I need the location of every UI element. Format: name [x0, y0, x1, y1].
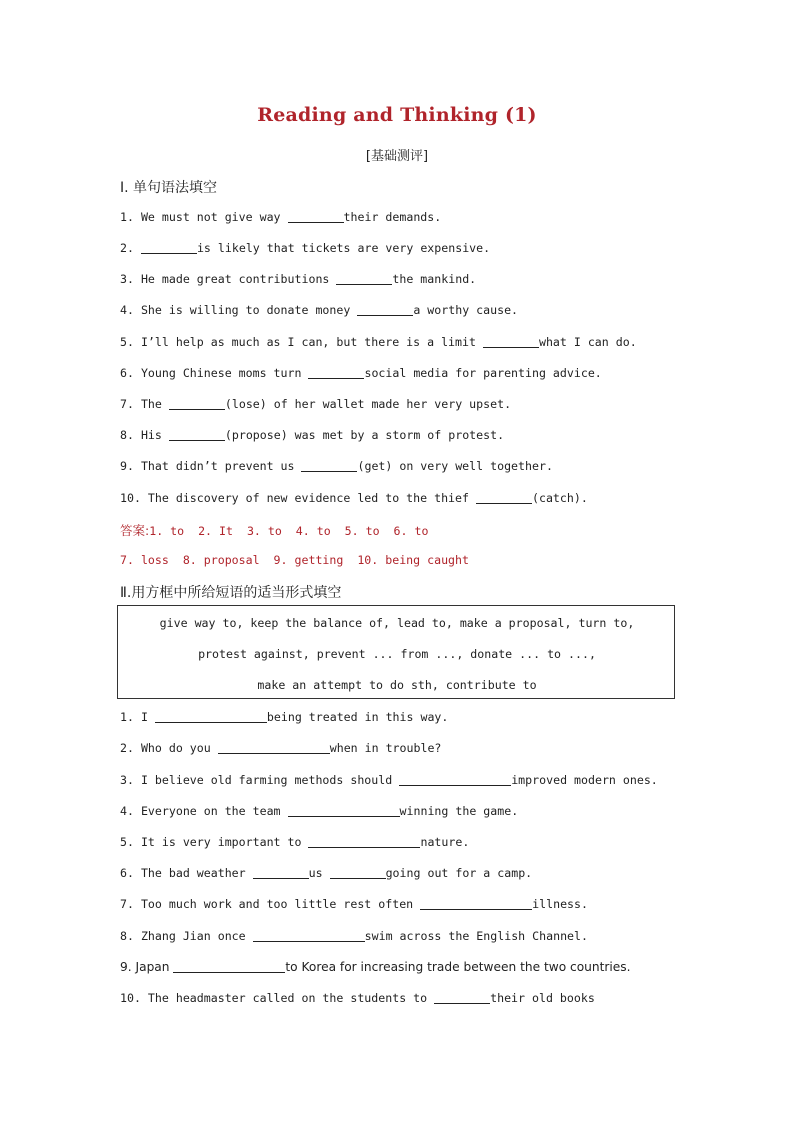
- s2-question-6: [120, 866, 532, 880]
- question-text: 1. I: [120, 710, 155, 724]
- question-text: 9. Japan: [120, 960, 174, 974]
- s1-question-6: [120, 366, 602, 380]
- section1-heading: Ⅰ. 单句语法填空: [120, 180, 218, 196]
- phrase-box-line: give way to, keep the balance of, lead to, make a proposal, turn to,: [159, 616, 635, 630]
- phrase-box-line: protest against, prevent ... from ..., donate ... to ...,: [198, 647, 596, 661]
- question-text: (get) on very well together.: [357, 459, 553, 473]
- phrase-box-line: make an attempt to do sth, contribute to: [257, 678, 537, 692]
- answer-blank: [330, 866, 386, 879]
- s1-question-4: [120, 303, 518, 317]
- question-text: 2.: [120, 241, 141, 255]
- question-text: (lose) of her wallet made her very upset.: [224, 397, 512, 411]
- question-text: 3. He made great contributions: [120, 272, 337, 286]
- s1-question-8: [120, 428, 504, 442]
- answer-blank: [308, 366, 364, 379]
- answer-blank: [169, 397, 225, 410]
- s2-question-4: [120, 804, 518, 818]
- answer-blank: [399, 773, 511, 786]
- question-text: 7. The: [120, 397, 169, 411]
- answer-blank: [288, 210, 344, 223]
- question-text: being treated in this way.: [266, 710, 449, 724]
- question-text: social media for parenting advice.: [364, 366, 602, 380]
- s2-question-1: [120, 710, 448, 724]
- answer-blank: [169, 428, 225, 441]
- question-text: 4. Everyone on the team: [120, 804, 288, 818]
- answer-key-line-2: [120, 553, 469, 567]
- s1-question-10: [120, 491, 588, 505]
- question-text: their old books: [490, 991, 595, 1005]
- answer-blank: [173, 960, 285, 973]
- answer-values: 7. loss 8. proposal 9. getting 10. being caught: [120, 553, 470, 567]
- phrase-box: [117, 605, 675, 699]
- question-text: 10. The discovery of new evidence led to the thief: [120, 491, 476, 505]
- answer-blank: [253, 866, 309, 879]
- answer-blank: [483, 335, 539, 348]
- question-text: is likely that tickets are very expensive.: [196, 241, 491, 255]
- question-text: 8. Zhang Jian once: [120, 929, 253, 943]
- answer-blank: [218, 741, 330, 754]
- answer-blank: [301, 459, 357, 472]
- question-text: improved modern ones.: [511, 773, 658, 787]
- question-text: when in trouble?: [329, 741, 442, 755]
- question-text: 2. Who do you: [120, 741, 218, 755]
- answer-blank: [141, 241, 197, 254]
- question-text: what I can do.: [538, 335, 637, 349]
- answer-key-line-1: [120, 521, 428, 539]
- answer-blank: [357, 303, 413, 316]
- answer-blank: [308, 835, 420, 848]
- answer-label: 答案:: [120, 523, 150, 538]
- s1-question-3: [120, 272, 476, 286]
- question-text: 6. Young Chinese moms turn: [120, 366, 309, 380]
- s2-question-9: [120, 960, 631, 974]
- s2-question-2: [120, 741, 441, 755]
- question-text: (catch).: [531, 491, 588, 505]
- question-text: winning the game.: [399, 804, 519, 818]
- question-text: 9. That didn’t prevent us: [120, 459, 302, 473]
- question-text: 5. It is very important to: [120, 835, 309, 849]
- question-text: to Korea for increasing trade between the two countries.: [285, 960, 631, 974]
- page-title: Reading and Thinking (1): [257, 104, 537, 126]
- s2-question-10: [120, 991, 595, 1005]
- answer-blank: [336, 272, 392, 285]
- answer-blank: [476, 491, 532, 504]
- answer-values: 1. to 2. It 3. to 4. to 5. to 6. to: [149, 524, 429, 538]
- answer-blank: [253, 929, 365, 942]
- answer-blank: [434, 991, 490, 1004]
- question-text: going out for a camp.: [385, 866, 533, 880]
- question-text: 5. I’ll help as much as I can, but there is a limit: [120, 335, 483, 349]
- s2-question-8: [120, 929, 588, 943]
- s2-question-7: [120, 897, 588, 911]
- question-text: 1. We must not give way: [120, 210, 288, 224]
- question-text: 8. His: [120, 428, 169, 442]
- page-subtitle: [基础测评]: [365, 149, 429, 164]
- answer-blank: [288, 804, 400, 817]
- s1-question-7: [120, 397, 511, 411]
- question-text: nature.: [420, 835, 470, 849]
- s2-question-5: [120, 835, 469, 849]
- question-text: swim across the English Channel.: [364, 929, 588, 943]
- answer-blank: [420, 897, 532, 910]
- question-text: a worthy cause.: [413, 303, 519, 317]
- question-text: 7. Too much work and too little rest often: [120, 897, 421, 911]
- question-text: 4. She is willing to donate money: [120, 303, 358, 317]
- question-text: 10. The headmaster called on the students to: [120, 991, 435, 1005]
- answer-blank: [155, 710, 267, 723]
- s2-question-3: [120, 773, 658, 787]
- question-text: (propose) was met by a storm of protest.: [224, 428, 505, 442]
- question-text: the mankind.: [392, 272, 477, 286]
- section2-heading: Ⅱ.用方框中所给短语的适当形式填空: [120, 585, 342, 601]
- s1-question-2: [120, 241, 490, 255]
- s1-question-9: [120, 459, 553, 473]
- question-text: their demands.: [343, 210, 442, 224]
- question-text: illness.: [532, 897, 588, 911]
- s1-question-5: [120, 335, 637, 349]
- s1-question-1: [120, 210, 441, 224]
- question-text: 6. The bad weather: [120, 866, 253, 880]
- question-text: us: [308, 866, 330, 880]
- question-text: 3. I believe old farming methods should: [120, 773, 400, 787]
